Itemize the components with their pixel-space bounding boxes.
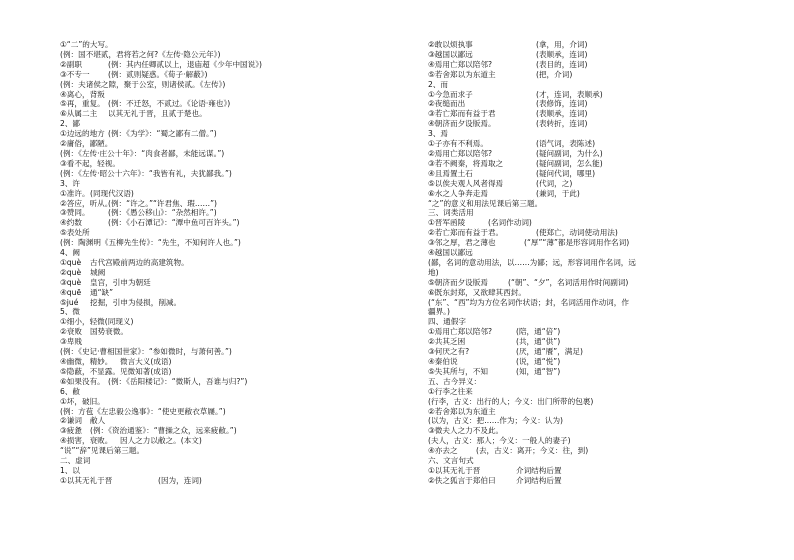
right-line-note: (疑问代词，哪里) — [536, 168, 596, 178]
right-line — [428, 298, 758, 308]
left-line-text: 5、微 — [60, 307, 81, 317]
right-line — [428, 347, 758, 357]
left-column — [60, 40, 390, 496]
left-line — [60, 119, 390, 129]
left-line — [60, 80, 390, 90]
left-line — [60, 248, 390, 258]
left-line — [60, 307, 390, 317]
left-line-text: ④离心，背叛 — [60, 89, 105, 99]
right-line — [428, 367, 758, 377]
right-line-text: (“东”、“西”均为方位名词作状语；封，名词活用作动词，作 — [428, 297, 629, 307]
left-line — [60, 416, 390, 426]
right-column — [428, 40, 758, 486]
left-line-note: (例：《愚公移山》：“杂然相许。”) — [108, 208, 217, 218]
left-line-text: ⑥从属二主 — [60, 109, 98, 119]
right-line-note: (语气词，表陈述) — [536, 139, 596, 149]
left-line — [60, 70, 390, 80]
right-line — [428, 129, 758, 139]
left-line-text: ①边远的地方 — [60, 129, 105, 139]
left-line-text: ①què — [60, 257, 82, 267]
left-line-text: ①坏，破旧。 — [60, 396, 105, 406]
right-line-note: (知，通“智”) — [516, 366, 561, 376]
left-line-text: ③看不起，轻视。 — [60, 158, 120, 168]
left-line — [60, 208, 390, 218]
right-line-text: (行李，古义：出行的人；今义：出门所带的包裹) — [428, 396, 594, 406]
left-line-text: (例：《左传·庄公十年》：“肉食者鄙，未能远谋。”) — [60, 148, 225, 158]
left-line-text: ④幽微，精妙。 — [60, 357, 113, 366]
left-line — [60, 397, 390, 407]
right-line — [428, 337, 758, 347]
right-line-text: (以为，古义：把……作为；今义：认为) — [428, 416, 564, 426]
left-line — [60, 50, 390, 60]
right-line — [428, 80, 758, 90]
right-line — [428, 307, 758, 317]
right-line-text: ⑥既东封郑，又欲肆其西封。 — [428, 287, 526, 297]
right-line-note: (使郑亡，动词使动用法) — [536, 228, 618, 238]
right-line — [428, 288, 758, 298]
left-line — [60, 387, 390, 397]
left-line-text: (例：《史记·曹相国世家》：“参如微时，与萧何善。”) — [60, 347, 232, 357]
left-line — [60, 476, 390, 486]
right-line-note: 介词结构后置 — [516, 475, 562, 485]
left-line — [60, 347, 390, 357]
right-line-text: “之”的意义和用法见课后第三题。 — [428, 198, 543, 208]
right-line — [428, 60, 758, 70]
left-line — [60, 149, 390, 159]
right-line-text: ⑤失其所与，不知 — [428, 366, 488, 376]
left-line-note: (例：《岳阳楼记》：“微斯人，吾谁与归?”) — [108, 376, 248, 386]
right-line-text: 疆界。) — [428, 307, 450, 317]
right-line-note: (表顺承，连词) — [536, 109, 588, 119]
right-line-note: (表顺承，连词) — [536, 49, 588, 59]
right-line — [428, 377, 758, 387]
right-line-text: 六、文言句式 — [428, 456, 474, 466]
right-line-text: ⑤朝济而夕设版焉 — [428, 277, 488, 287]
right-line-text: 3、焉 — [428, 129, 449, 139]
right-line-text: ②若亡郑而有益于君。 — [428, 228, 504, 238]
left-line-text: “说”“辞”见课后第三题。 — [60, 446, 145, 456]
right-line — [428, 476, 758, 486]
left-line-text: (例：国不堪贰，君将若之何?《左传·隐公元年》) — [60, 49, 221, 59]
left-line-text: ②庸俗，鄙陋。 — [60, 139, 113, 149]
left-line-text: ②衰败 — [60, 327, 82, 337]
left-line-note: 皇宫，引申为朝廷 — [90, 277, 151, 287]
left-line — [60, 436, 390, 446]
right-line — [428, 169, 758, 179]
right-line-note: (说，通“悦”) — [516, 357, 561, 366]
left-line-text: 二、虚词 — [60, 456, 91, 466]
left-line — [60, 426, 390, 436]
left-line-note: 挖掘，引申为侵损，削减。 — [90, 297, 182, 307]
left-line-text: ⑤表处所 — [60, 228, 90, 238]
left-line — [60, 407, 390, 417]
right-line-text: 四、通假字 — [428, 317, 466, 327]
left-line-text: ⑥如果没有。 — [60, 376, 105, 386]
right-line-text: ⑤以俟夫观人风者得焉 — [428, 178, 504, 188]
right-line — [428, 199, 758, 209]
left-line-text: ①细小，轻微(同现义) — [60, 317, 134, 327]
left-line-note: 以其无礼于晋，且贰于楚也。 — [108, 109, 207, 119]
left-line-note: 城阙 — [90, 267, 106, 277]
right-line — [428, 90, 758, 100]
left-line — [60, 377, 390, 387]
left-line-note: 国势衰微。 — [90, 327, 128, 337]
right-line — [428, 179, 758, 189]
right-line-text: ②夜缒而出 — [428, 99, 466, 109]
left-line-note: (例：《资治通鉴》：“曹操之众，远来疲敝。”) — [90, 426, 237, 436]
right-line-text: ④越国以鄙远 — [428, 248, 473, 258]
left-line — [60, 139, 390, 149]
left-line — [60, 99, 390, 109]
left-line-text: ②谦词 — [60, 416, 82, 426]
right-line-note: (“朝”、“夕”，名词活用作时间副词) — [508, 277, 629, 287]
right-line-note: (疑问副词，怎么能) — [536, 158, 603, 168]
left-line-text: ⑤隐蔽，不显露。见微知著(成语) — [60, 366, 172, 376]
right-line-text: (鄙，名词的意动用法，以……为鄙；远，形容词用作名词，远 — [428, 257, 636, 267]
right-line — [428, 407, 758, 417]
left-line-note: (例：贰则疑惑。《荀子·解蔽》) — [108, 69, 208, 79]
left-line — [60, 60, 390, 70]
left-line-text: ③不专一 — [60, 69, 90, 79]
right-line-text: ⑤若舍郑以为东道主 — [428, 69, 496, 79]
left-line — [60, 357, 390, 367]
right-line — [428, 228, 758, 238]
right-line — [428, 139, 758, 149]
left-line-text: (例：夫诸侯之隙，聚于公室，则诸侯贰。《左传》) — [60, 79, 226, 89]
right-line — [428, 278, 758, 288]
left-line — [60, 218, 390, 228]
right-line-text: ①行李之往来 — [428, 386, 473, 396]
left-line-text: ②副职 — [60, 59, 82, 69]
left-line-note: (因为，连词) — [158, 475, 202, 485]
left-line — [60, 317, 390, 327]
right-line-text: 地) — [428, 267, 439, 277]
right-line — [428, 149, 758, 159]
right-line-text: (夫人，古义：那人；今义：一般人的妻子) — [428, 436, 571, 446]
left-line-note: 因人之力以敝之。(本文) — [120, 436, 202, 446]
right-line — [428, 466, 758, 476]
right-line-note: (厌，通“餍”，满足) — [516, 347, 583, 357]
left-line-text: ④quē — [60, 287, 82, 297]
right-line-note: (疑问副词，为什么) — [536, 148, 603, 158]
right-line-note: (代词，之) — [536, 178, 573, 188]
right-line-text: ①焉用亡郑以陪邻? — [428, 327, 492, 337]
left-line — [60, 169, 390, 179]
right-line-text: ④秦伯说 — [428, 357, 458, 366]
right-line — [428, 258, 758, 268]
left-line — [60, 337, 390, 347]
left-line — [60, 268, 390, 278]
right-line — [428, 327, 758, 337]
right-line — [428, 50, 758, 60]
right-line-note: (表目的，连词) — [536, 59, 588, 69]
left-line — [60, 189, 390, 199]
right-line-note: (表转折，连词) — [536, 119, 588, 129]
right-line — [428, 189, 758, 199]
right-line-note: (才，连词，表顺承) — [536, 89, 603, 99]
right-line-text: ③何厌之有? — [428, 347, 470, 357]
right-line — [428, 248, 758, 258]
left-line-text: ④约数 — [60, 218, 82, 228]
right-line-text: ⑥水之人争奔走焉 — [428, 188, 488, 198]
right-line-text: ④焉用亡郑以陪邻? — [428, 59, 492, 69]
left-line-text: ①准许。 — [60, 188, 90, 198]
right-line-text: 五、古今异义： — [428, 376, 482, 386]
left-line — [60, 288, 390, 298]
right-line-text: ④朝济而夕设版焉。 — [428, 119, 496, 129]
left-line — [60, 327, 390, 337]
right-line — [428, 40, 758, 50]
left-line-note: 微言大义(成语) — [120, 357, 172, 366]
left-line — [60, 258, 390, 268]
left-line-text: 4、阙 — [60, 248, 81, 258]
right-line — [428, 436, 758, 446]
left-line-text: (例：方苞《左忠毅公逸事》：“使史更敝衣草屦。”) — [60, 406, 226, 416]
right-line-text: ④亦去之 — [428, 446, 458, 456]
right-line — [428, 446, 758, 456]
left-line-text: 2、鄙 — [60, 119, 81, 129]
left-line-text: (例：《左传·昭公十六年》：“我皆有礼，夫犹鄙我。”) — [60, 168, 232, 178]
right-line-text: ②佚之狐言于郑伯曰 — [428, 475, 496, 485]
right-line-text: ②敢以烦执事 — [428, 40, 473, 49]
right-line — [428, 397, 758, 407]
left-line-text: ④损害，衰败。 — [60, 436, 113, 446]
right-line — [428, 208, 758, 218]
right-line-note: (兼词，于此) — [536, 188, 580, 198]
right-line-note: (陪，通“倍”) — [516, 327, 561, 337]
left-line-note: (例：《为学》：“蜀之鄙有二僧。”) — [108, 129, 217, 139]
right-line-text: 三、词类活用 — [428, 208, 474, 218]
right-line — [428, 119, 758, 129]
left-line-text: ①以其无礼于晋 — [60, 475, 113, 485]
left-line-text: ②答应，听从。 — [60, 198, 113, 208]
right-line — [428, 268, 758, 278]
left-line-note: (例：“许之。”“许君焦、瑕……”) — [108, 198, 217, 208]
left-line-text: 3、许 — [60, 178, 81, 188]
right-line — [428, 109, 758, 119]
right-line-note: (表修饰，连词) — [536, 99, 588, 109]
right-line-text: ③若不阙秦，将焉取之 — [428, 158, 504, 168]
right-line-text: ③越国以鄙远 — [428, 49, 473, 59]
right-line-text: ③若亡郑而有益于君 — [428, 109, 496, 119]
left-line — [60, 199, 390, 209]
left-line-text: ③què — [60, 277, 82, 287]
left-line — [60, 179, 390, 189]
right-line — [428, 99, 758, 109]
right-line — [428, 416, 758, 426]
left-line-text: 1、以 — [60, 465, 81, 475]
left-line — [60, 466, 390, 476]
left-line — [60, 109, 390, 119]
right-line-note: (把，介词) — [536, 69, 573, 79]
right-line-text: ③微夫人之力不及此。 — [428, 426, 504, 436]
right-line-note: 介词结构后置 — [516, 465, 562, 475]
right-line — [428, 70, 758, 80]
right-line-text: ②焉用亡郑以陪邻? — [428, 148, 492, 158]
left-line — [60, 40, 390, 50]
right-line — [428, 317, 758, 327]
right-line-note: (共，通“供”) — [516, 337, 561, 347]
left-line-note: (同现代汉语) — [90, 188, 134, 198]
left-line-text: ⑤jué — [60, 297, 79, 307]
right-line-text: ③邻之厚，君之薄也 — [428, 238, 496, 248]
right-line — [428, 218, 758, 228]
left-line-note: 敝人 — [90, 416, 106, 426]
right-line-text: ①今急而求子 — [428, 89, 473, 99]
right-line-text: ④且焉置土石 — [428, 168, 473, 178]
left-line-text: 6、敝 — [60, 386, 81, 396]
left-line-text: ③卑贱 — [60, 337, 82, 347]
right-line-text: ②若舍郑以为东道主 — [428, 406, 496, 416]
right-line-note: (“厚”“薄”都是形容词用作名词) — [524, 238, 630, 248]
left-line — [60, 90, 390, 100]
right-line-text: ①子亦有不利焉。 — [428, 139, 488, 149]
left-line-text: ⑤再，重复。 — [60, 99, 105, 109]
left-line-text: ②què — [60, 267, 82, 277]
left-line — [60, 228, 390, 238]
left-line — [60, 129, 390, 139]
right-line-text: ①以其无礼于晋 — [428, 465, 481, 475]
left-line — [60, 238, 390, 248]
right-line — [428, 426, 758, 436]
right-line — [428, 357, 758, 367]
left-line-text: ③疲惫 — [60, 426, 82, 436]
right-line — [428, 456, 758, 466]
right-line-note: (去，古义：离开；今义：往，到) — [476, 446, 589, 456]
left-line — [60, 486, 390, 496]
left-line-note: (例：不迁怒，不贰过。《论语·雍也》) — [108, 99, 231, 109]
right-line — [428, 387, 758, 397]
left-line — [60, 456, 390, 466]
right-line-note: (名词作动词) — [488, 218, 532, 228]
left-line — [60, 446, 390, 456]
right-line — [428, 159, 758, 169]
left-line-note: 通“缺” — [90, 287, 114, 297]
left-line — [60, 367, 390, 377]
left-line-note: 古代宫殿前两边的高建筑物。 — [90, 257, 189, 267]
right-line — [428, 238, 758, 248]
left-line-text: (例：陶渊明《五柳先生传》：“先生，不知何许人也。”) — [60, 238, 241, 248]
left-line — [60, 159, 390, 169]
left-line-text: ③赞同。 — [60, 208, 90, 218]
left-line — [60, 298, 390, 308]
left-line-text: ①“二”的大写。 — [60, 40, 113, 49]
left-line — [60, 278, 390, 288]
right-line-text: ②共其乏困 — [428, 337, 466, 347]
right-line-text: ①晋军函陵 — [428, 218, 466, 228]
left-line-note: (例：《小石潭记》：“潭中鱼可百许头。”) — [108, 218, 240, 228]
left-line-note: (例：其内任卿贰以上，退庙超《少年中国说》) — [108, 59, 262, 69]
right-line-text: 2、而 — [428, 79, 449, 89]
right-line-note: (拿，用，介词) — [536, 40, 588, 49]
